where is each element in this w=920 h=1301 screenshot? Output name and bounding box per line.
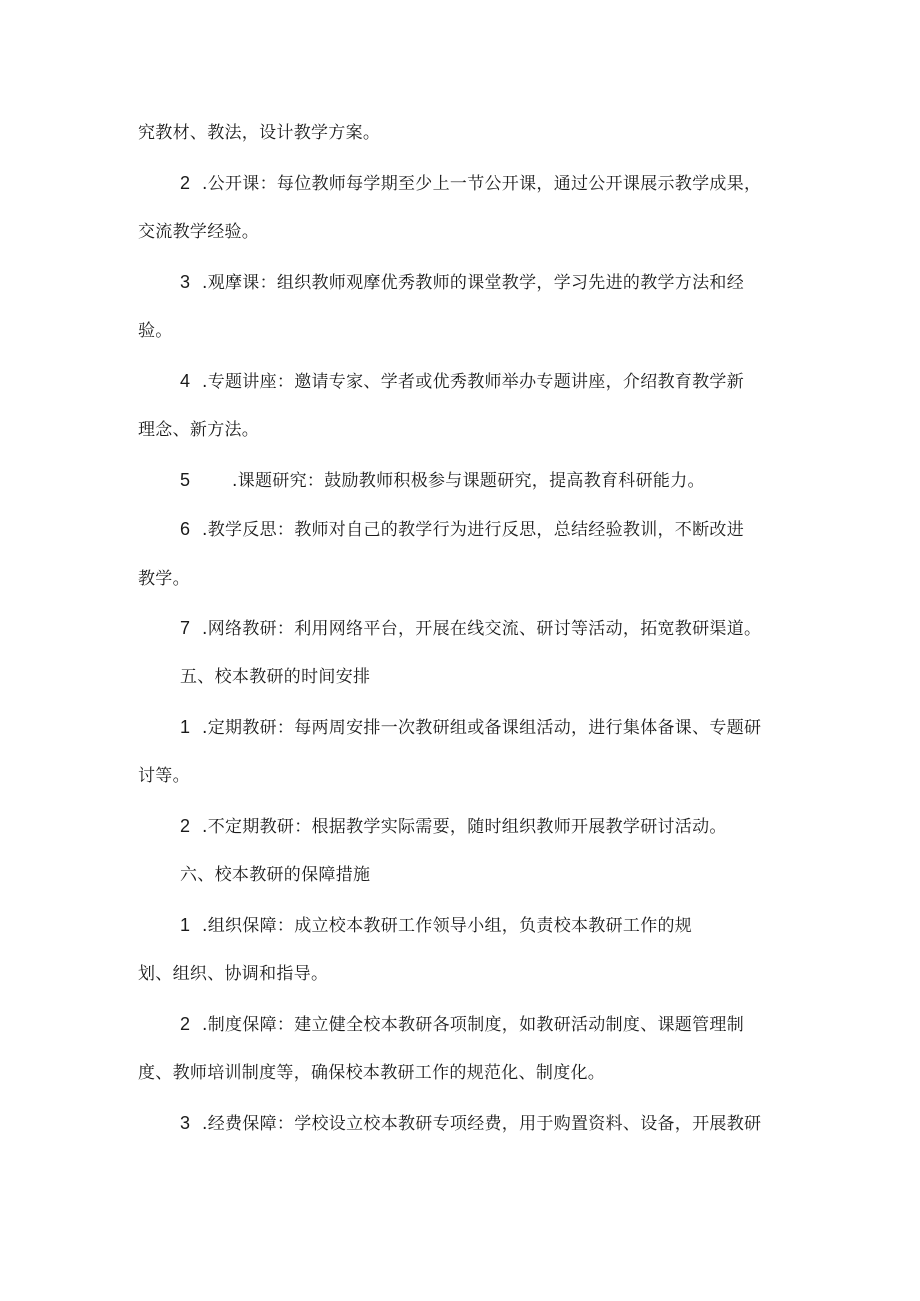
guarantee-item-2-line-2: 度、教师培训制度等，确保校本教研工作的规范化、制度化。: [138, 1063, 606, 1083]
schedule-item-2-line-1: 2 .不定期教研：根据教学实际需要，随时组织教师开展教学研讨活动。: [180, 816, 727, 837]
list-number: 2: [180, 816, 191, 836]
list-number: 1: [180, 915, 191, 935]
list-item-2-line-1: 2 .公开课：每位教师每学期至少上一节公开课，通过公开课展示教学成果，: [180, 173, 762, 194]
list-number: 4: [180, 371, 191, 391]
list-number: 1: [180, 717, 191, 737]
list-item-6-line-2: 教学。: [138, 569, 190, 589]
list-number: 7: [180, 618, 191, 638]
list-item-7-line-1: 7 .网络教研：利用网络平台，开展在线交流、研讨等活动，拓宽教研渠道。: [180, 618, 762, 639]
list-number: 3: [180, 1113, 191, 1133]
guarantee-item-1-line-2: 划、组织、协调和指导。: [138, 964, 329, 984]
list-item-3-line-2: 验。: [138, 321, 173, 341]
list-number: 2: [180, 173, 191, 193]
list-number: 6: [180, 519, 191, 539]
guarantee-item-2-line-1: 2 .制度保障：建立健全校本教研各项制度，如教研活动制度、课题管理制: [180, 1014, 745, 1035]
list-number: 3: [180, 272, 191, 292]
list-item-4-line-2: 理念、新方法。: [138, 420, 260, 440]
schedule-item-1-line-2: 讨等。: [138, 766, 190, 786]
section-heading-5: 五、校本教研的时间安排: [180, 667, 371, 687]
list-item-3-line-1: 3 .观摩课：组织教师观摩优秀教师的课堂教学，学习先进的教学方法和经: [180, 272, 745, 293]
guarantee-item-3-line-1: 3 .经费保障：学校设立校本教研专项经费，用于购置资料、设备，开展教研: [180, 1113, 762, 1134]
paragraph-line-1: 究教材、教法，设计教学方案。: [138, 123, 381, 143]
list-number: 2: [180, 1014, 191, 1034]
guarantee-item-1-line-1: 1 .组织保障：成立校本教研工作领导小组，负责校本教研工作的规: [180, 915, 693, 936]
list-item-6-line-1: 6 .教学反思：教师对自己的教学行为进行反思，总结经验教训，不断改进: [180, 519, 745, 540]
schedule-item-1-line-1: 1 .定期教研：每两周安排一次教研组或备课组活动，进行集体备课、专题研: [180, 717, 762, 738]
list-item-2-line-2: 交流教学经验。: [138, 222, 260, 242]
section-heading-6: 六、校本教研的保障措施: [180, 865, 371, 885]
list-number: 5: [180, 470, 191, 490]
list-item-5-line-1: 5 .课题研究：鼓励教师积极参与课题研究，提高教育科研能力。: [180, 470, 705, 491]
list-item-4-line-1: 4 .专题讲座：邀请专家、学者或优秀教师举办专题讲座，介绍教育教学新: [180, 371, 745, 392]
